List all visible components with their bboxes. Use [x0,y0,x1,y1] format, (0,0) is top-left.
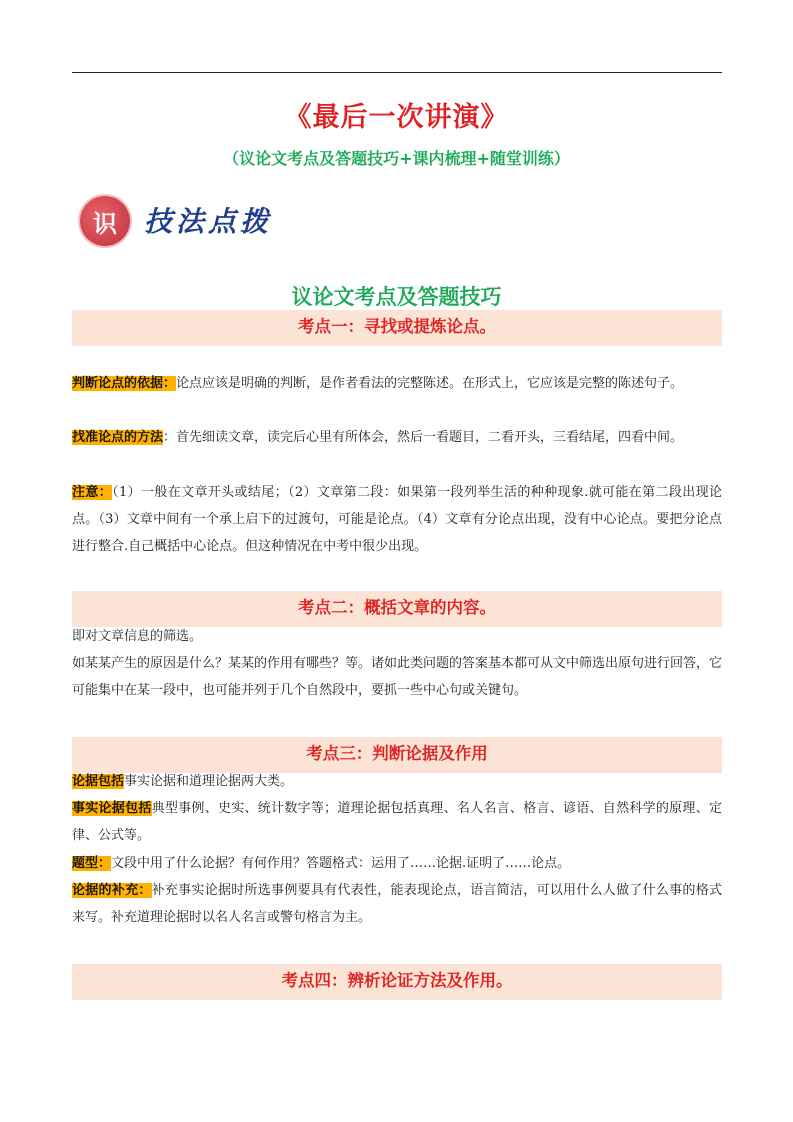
paragraph-text: 论点应该是明确的判断，是作者看法的完整陈述。在形式上，它应该是完整的陈述句子。 [176,376,684,391]
paragraph-text: 如某某产生的原因是什么？某某的作用有哪些？等。诸如此类问题的答案基本都可从文中筛选出原句进行回答，它可能集中在某一段中，也可能并列于几个自然段中，要抓一些中心句或关键句。 [72,656,723,698]
paragraph-text: 事实论据和道理论据两大类。 [124,774,294,789]
section-title: 议论文考点及答题技巧 [291,285,502,309]
seal-icon: 识 [80,196,130,246]
logo-label: 技法点拨 [144,205,273,238]
document-subtitle: （议论文考点及答题技巧+课内梳理+随堂训练） [223,149,570,168]
header-rule [72,72,722,73]
paragraph-text: 即对文章信息的筛选。 [72,629,203,644]
paragraph [72,768,722,795]
technique-logo [80,194,300,248]
paragraph-text: （1）一般在文章开头或结尾；（2）文章第二段：如果第一段列举生活的种种现象.就可能在第二段出现论点。（3）文章中间有一个承上启下的过渡句，可能是论点。（4）文章有分论点出现，没有中心论点。要把分论点进行整合.自己概括中心论点。但这种情况在中考中很少出现。 [72,485,722,554]
paragraph [72,623,722,650]
highlight-label: 判断论点的依据： [72,376,177,391]
point-3-heading: 考点三：判断论据及作用 [72,737,722,773]
point-1-heading: 考点一：寻找或提炼论点。 [72,310,722,346]
highlight-label: 事实论据包括 [72,801,152,816]
highlight-label: 题型： [72,856,112,871]
paragraph-text: 补充事实论据时所选事例要具有代表性，能表现论点，语言简洁，可以用什么人做了什么事的格式来写。补充道理论据时以名人名言或警句格言为主。 [72,883,722,925]
highlight-label: 注意： [72,485,113,500]
paragraph [72,479,722,560]
paragraph [72,795,722,849]
paragraph [72,877,722,931]
highlight-label: 论据包括 [72,774,125,789]
highlight-label: 论据的补充： [72,883,152,898]
point-2-heading: 考点二：概括文章的内容。 [72,591,722,627]
paragraph-text: 文段中用了什么论据？有何作用？答题格式：运用了……论据.证明了……论点。 [111,856,571,871]
highlight-label: 找准论点的方法 [72,430,164,445]
point-4-heading: 考点四：辨析论证方法及作用。 [72,964,722,1000]
paragraph [72,424,722,451]
paragraph [72,850,722,877]
document-title: 《最后一次讲演》 [284,102,509,133]
paragraph-text: ：首先细读文章，读完后心里有所体会，然后一看题目，二看开头，三看结尾，四看中间。 [163,430,684,445]
paragraph [72,370,722,397]
paragraph [72,650,722,704]
paragraph-text: 典型事例、史实、统计数字等；道理论据包括真理、名人名言、格言、谚语、自然科学的原理、定律、公式等。 [72,801,722,843]
